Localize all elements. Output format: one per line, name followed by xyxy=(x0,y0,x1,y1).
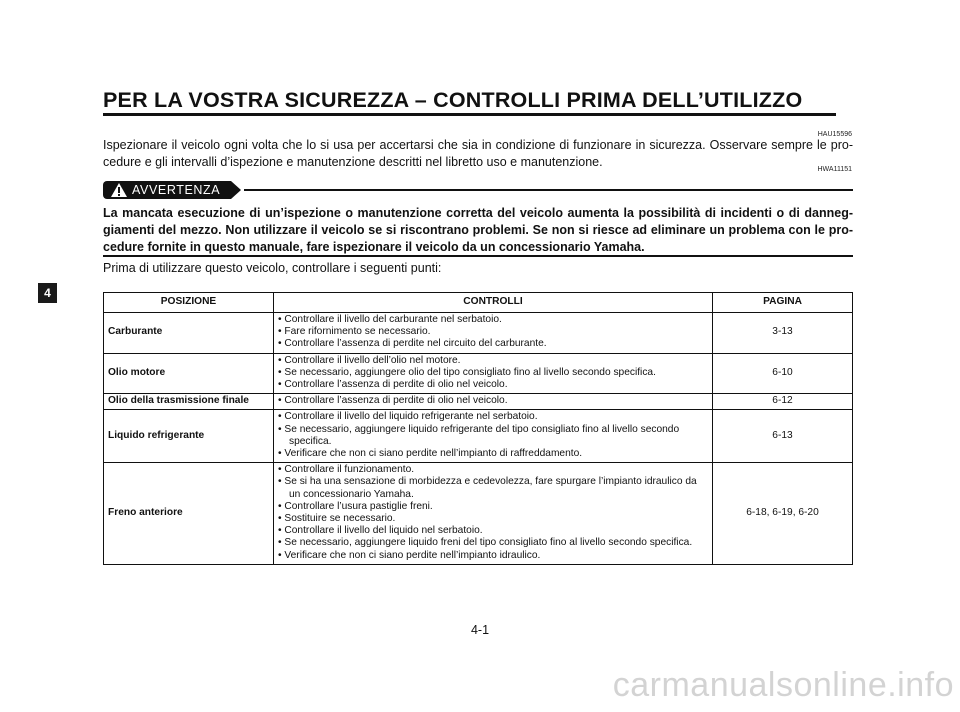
intro-paragraph: Ispezionare il veicolo ogni volta che lo si usa per accertarsi che sia in condizione di funzionare in sicurezza. Osservare sempre le pro-cedure e gli intervalli d’ispezione e manutenzione descritti nel libretto uso e manutenzione. xyxy=(103,138,853,169)
pre-operation-checklist-table xyxy=(103,292,853,565)
check-item: • Controllare l’usura pastiglie freni. xyxy=(278,501,708,513)
page-number: 4-1 xyxy=(470,623,490,637)
warning-triangle-icon xyxy=(109,182,129,198)
check-item: • Controllare il funzionamento. xyxy=(278,464,708,476)
warning-label: AVVERTENZA xyxy=(132,183,221,197)
check-item: • Se necessario, aggiungere liquido freni del tipo consigliato fino al livello secondo specifica. xyxy=(278,537,708,549)
check-item: • Verificare che non ci siano perdite nell’impianto di raffreddamento. xyxy=(278,448,708,460)
table-row xyxy=(104,463,853,565)
check-item: • Sostituire se necessario. xyxy=(278,513,708,525)
row-item: Olio motore xyxy=(104,353,274,394)
table-row xyxy=(104,313,853,354)
row-item: Liquido refrigerante xyxy=(104,410,274,463)
row-checks xyxy=(274,394,713,410)
check-item: • Controllare l’assenza di perdite nel circuito del carburante. xyxy=(278,338,708,350)
check-item: • Controllare il livello del carburante nel serbatoio. xyxy=(278,314,708,326)
warning-bottom-rule xyxy=(103,255,853,257)
row-page: 3-13 xyxy=(713,313,853,354)
chapter-tab: 4 xyxy=(38,283,57,303)
check-item: • Fare rifornimento se necessario. xyxy=(278,326,708,338)
row-checks xyxy=(274,313,713,354)
column-header-position: POSIZIONE xyxy=(104,293,274,313)
row-page: 6-18, 6-19, 6-20 xyxy=(713,463,853,565)
column-header-page: PAGINA xyxy=(713,293,853,313)
table-row xyxy=(104,353,853,394)
table-header-row xyxy=(104,293,853,313)
check-item: • Se necessario, aggiungere liquido refrigerante del tipo consigliato fino al livello secondo specifica. xyxy=(278,424,708,448)
warning-text: La mancata esecuzione di un’ispezione o manutenzione corretta del veicolo aumenta la possibilità di incidenti o di danneg-giamenti del mezzo. Non utilizzare il veicolo se si riscontrano problemi. Se non si riesce ad eliminare un problema con le pro-cedure fornite in questo manuale, fare ispezionare il veicolo da un concessionario Yamaha. xyxy=(103,206,853,254)
row-page: 6-13 xyxy=(713,410,853,463)
warning-reference-code: HWA11151 xyxy=(817,166,852,173)
page-title: PER LA VOSTRA SICUREZZA – CONTROLLI PRIMA DELL’UTILIZZO xyxy=(103,88,803,112)
warning-rule xyxy=(244,189,853,191)
row-checks xyxy=(274,463,713,565)
row-checks xyxy=(274,410,713,463)
table-row xyxy=(104,394,853,410)
check-item: • Controllare il livello del liquido refrigerante nel serbatoio. xyxy=(278,411,708,423)
title-underline xyxy=(103,113,836,116)
check-item: • Controllare il livello dell’olio nel motore. xyxy=(278,355,708,367)
check-item: • Se necessario, aggiungere olio del tipo consigliato fino al livello secondo specifica. xyxy=(278,367,708,379)
row-page: 6-12 xyxy=(713,394,853,410)
check-item: • Controllare il livello del liquido nel serbatoio. xyxy=(278,525,708,537)
check-item: • Controllare l’assenza di perdite di olio nel veicolo. xyxy=(278,395,708,407)
checklist-intro: Prima di utilizzare questo veicolo, controllare i seguenti punti: xyxy=(103,261,442,275)
column-header-checks: CONTROLLI xyxy=(274,293,713,313)
reference-code: HAU15596 xyxy=(817,131,852,138)
check-item: • Controllare l’assenza di perdite di olio nel veicolo. xyxy=(278,379,708,391)
row-item: Freno anteriore xyxy=(104,463,274,565)
warning-badge xyxy=(103,181,231,199)
row-item: Carburante xyxy=(104,313,274,354)
check-item: • Se si ha una sensazione di morbidezza e cedevolezza, fare spurgare l’impianto idraulico da un concessionario Yamaha. xyxy=(278,476,708,500)
check-item: • Verificare che non ci siano perdite nell’impianto idraulico. xyxy=(278,550,708,562)
row-page: 6-10 xyxy=(713,353,853,394)
watermark: carmanualsonline.info xyxy=(612,666,954,704)
table-row xyxy=(104,410,853,463)
row-checks xyxy=(274,353,713,394)
row-item: Olio della trasmissione finale xyxy=(104,394,274,410)
